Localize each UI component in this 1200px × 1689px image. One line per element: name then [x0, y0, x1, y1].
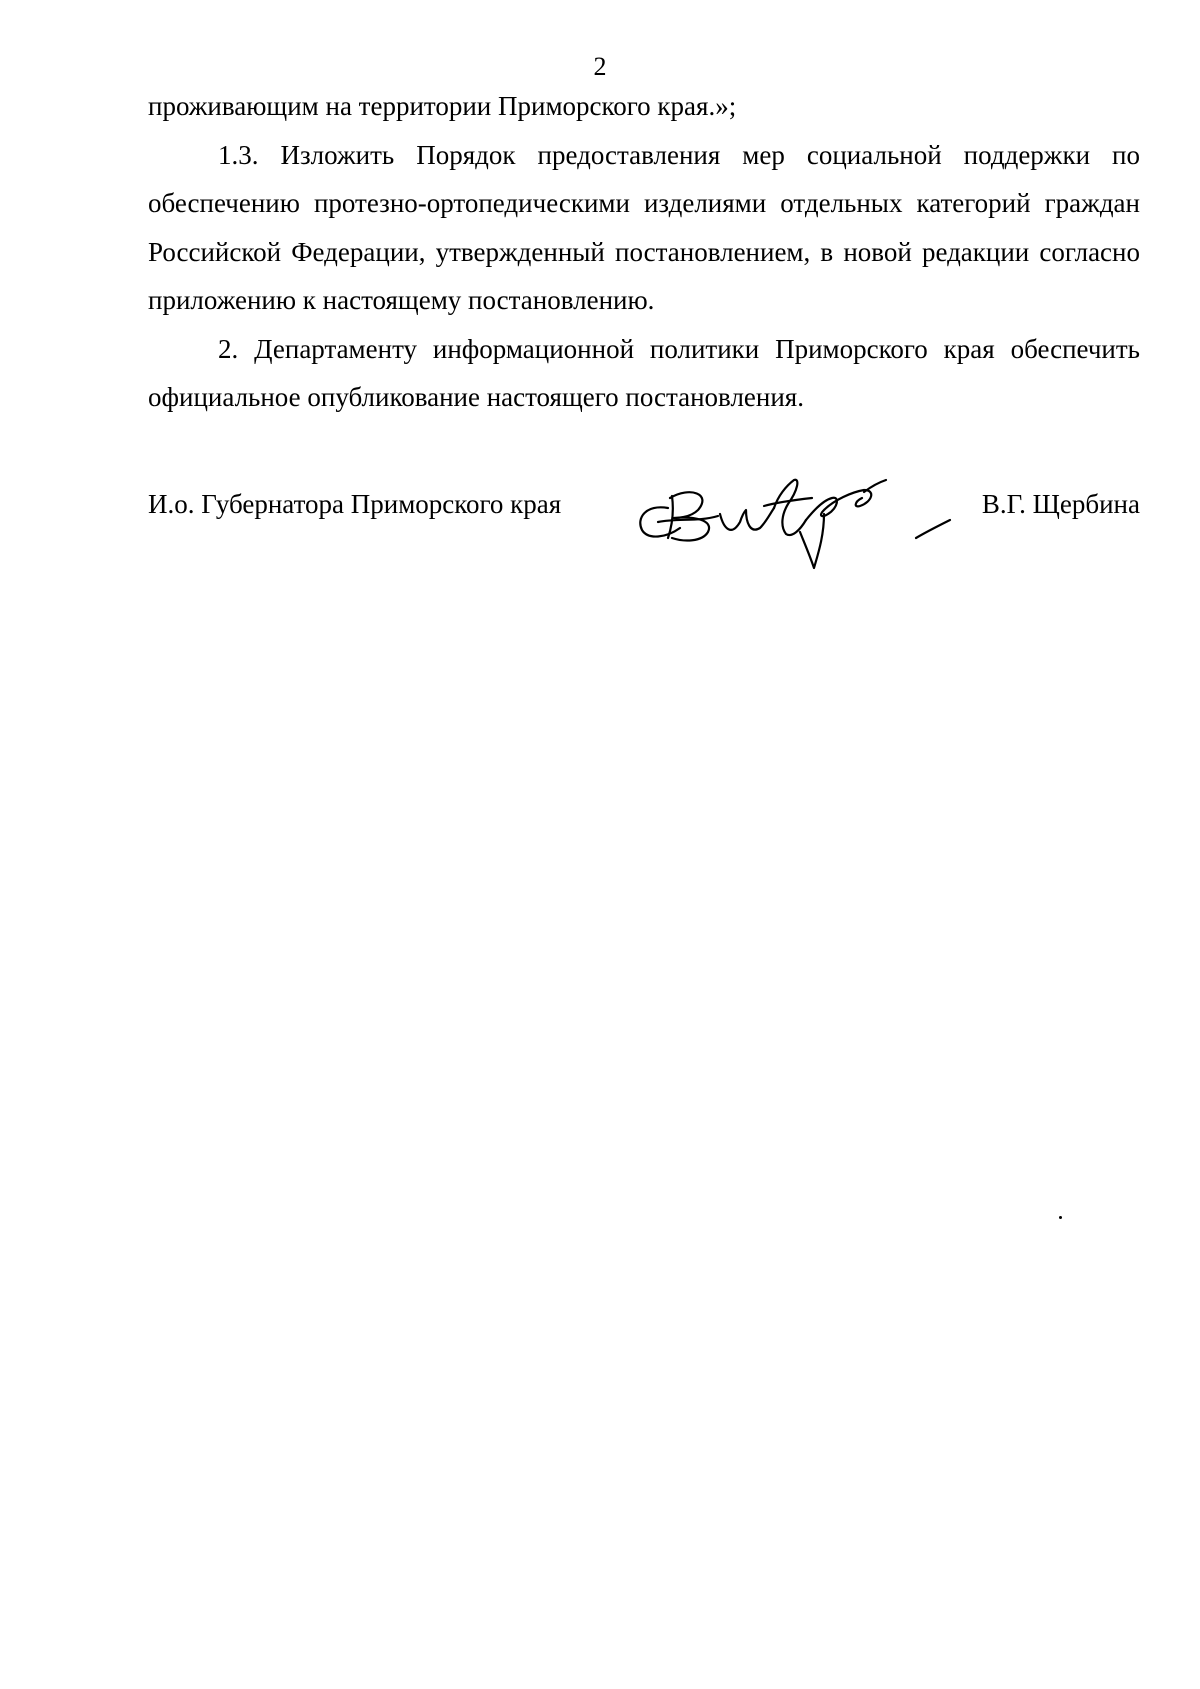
signature-block [148, 486, 1140, 586]
document-body [148, 82, 1140, 422]
page-number: 2 [593, 52, 607, 81]
scan-artifact-dot [1059, 1216, 1062, 1219]
signer-title: И.о. Губернатора Приморского края [148, 489, 562, 519]
paragraph-continuation: проживающим на территории Приморского края.»; [148, 91, 737, 121]
signer-name: В.Г. Щербина [981, 489, 1140, 519]
paragraph-item-2: 2. Департаменту информационной политики Приморского края обеспечить официальное опубликование настоящего постановления. [148, 333, 1140, 412]
paragraph-item-1-3: 1.3. Изложить Порядок предоставления мер социальной поддержки по обеспечению протезно-ортопедическими изделиями отдельных категорий граждан Российской Федерации, утвержденный постановлением, в новой редакции согласно приложению к настоящему постановлению. [148, 139, 1140, 315]
handwritten-signature-icon [628, 456, 968, 586]
